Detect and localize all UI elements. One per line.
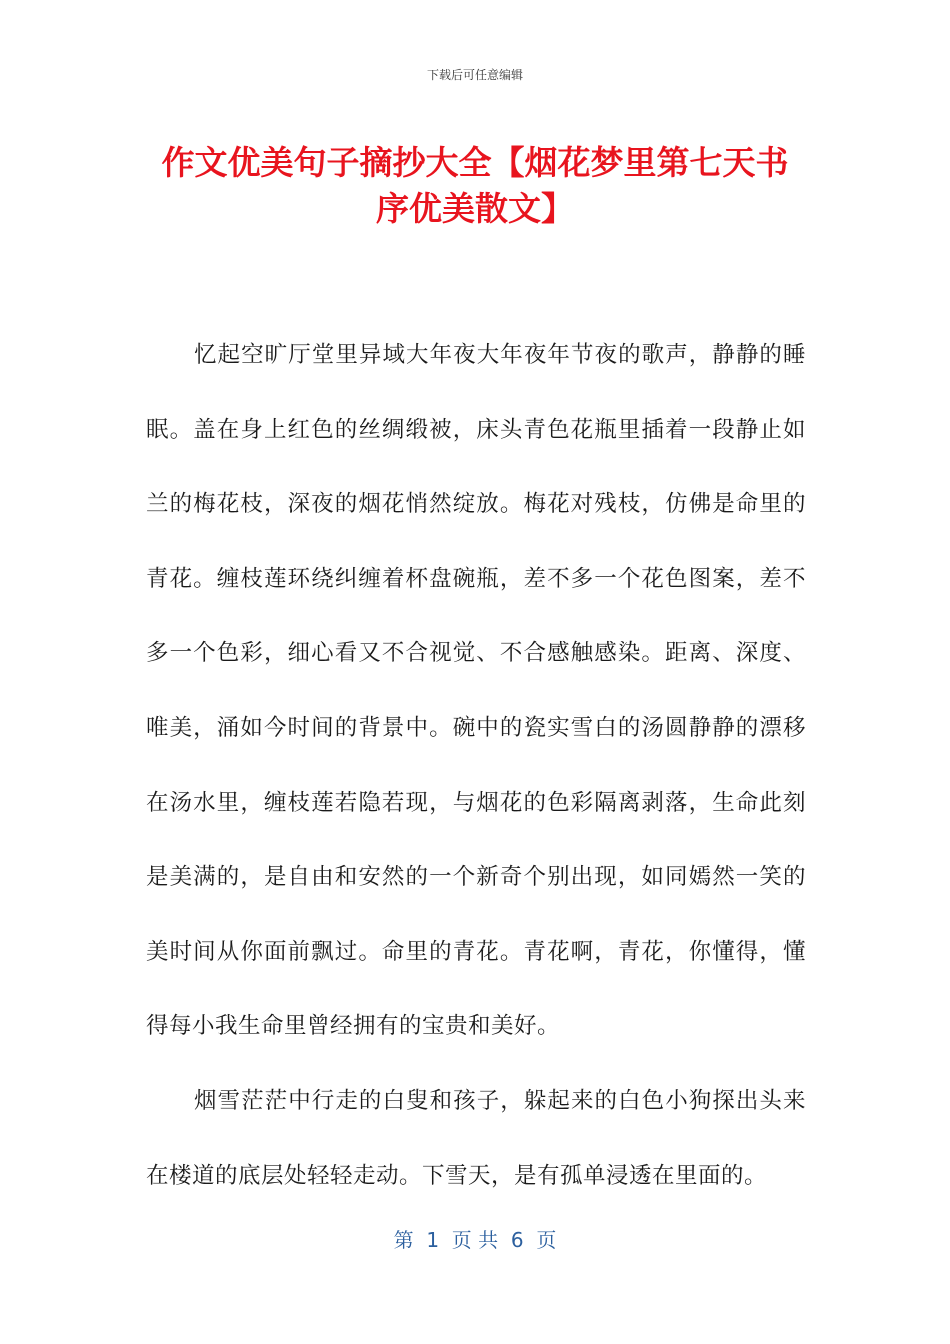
body-text (146, 318, 806, 1213)
document-title (140, 140, 810, 232)
paragraph-1: 忆起空旷厅堂里异域大年夜大年夜年节夜的歌声，静静的睡眠。盖在身上红色的丝绸缎被，床头青色花瓶里插着一段静止如兰的梅花枝，深夜的烟花悄然绽放。梅花对残枝，仿佛是命里的青花。缠枝莲环绕纠缠着杯盘碗瓶，差不多一个花色图案，差不多一个色彩，细心看又不合视觉、不合感触感染。距离、深度、唯美，涌如今时间的背景中。碗中的瓷实雪白的汤圆静静的漂移在汤水里，缠枝莲若隐若现，与烟花的色彩隔离剥落，生命此刻是美满的，是自由和安然的一个新奇个别出现，如同嫣然一笑的美时间从你面前飘过。命里的青花。青花啊，青花，你懂得，懂得每小我生命里曾经拥有的宝贵和美好。 (146, 342, 806, 1040)
page-footer: 第 1 页 共 6 页 (393, 1228, 557, 1252)
title-line-1: 作文优美句子摘抄大全【烟花梦里第七天书 (161, 143, 789, 182)
title-line-2: 序优美散文】 (376, 189, 574, 228)
paragraph-2: 烟雪茫茫中行走的白叟和孩子，躲起来的白色小狗探出头来在楼道的底层处轻轻走动。下雪天，是有孤单浸透在里面的。 (146, 1087, 806, 1189)
header-note: 下载后可任意编辑 (426, 68, 523, 82)
